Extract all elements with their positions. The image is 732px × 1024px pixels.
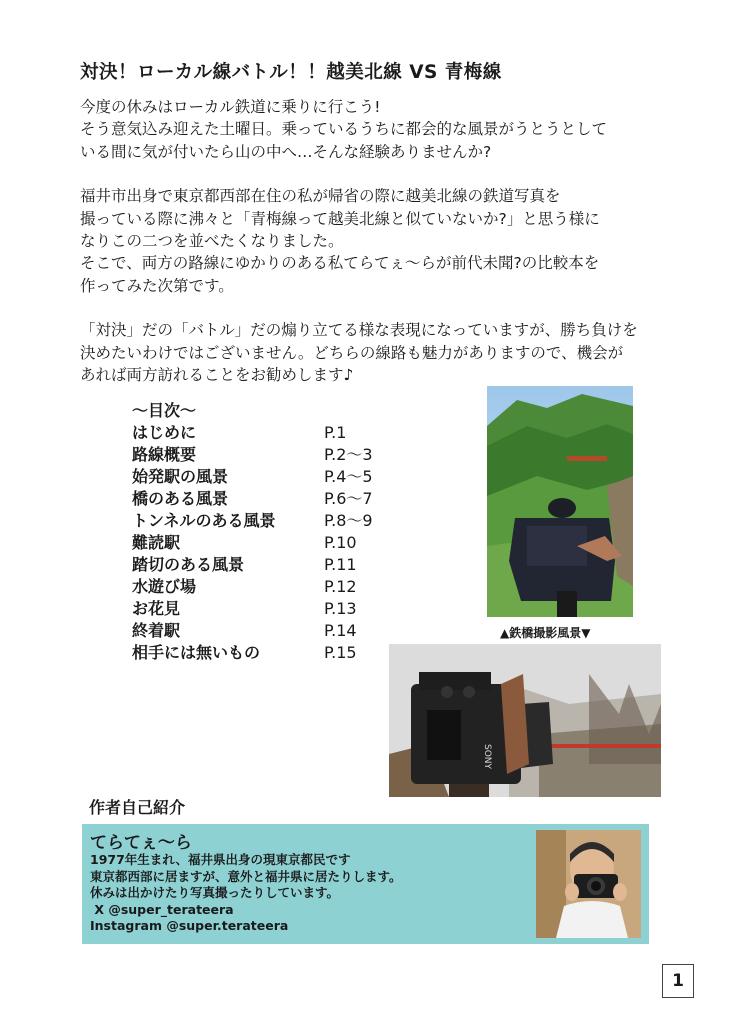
- author-bio: [90, 852, 402, 935]
- toc-item: [132, 598, 373, 620]
- toc-item-title: 路線概要: [132, 445, 197, 464]
- table-of-contents: [132, 400, 373, 664]
- toc-item-title: 相手には無いもの: [132, 643, 261, 662]
- text-line: あれば両方訪れることをお勧めします♪: [80, 366, 354, 385]
- text-line: そこで、両方の路線にゆかりのある私てらてぇ〜らが前代未聞?の比較本を: [80, 254, 600, 273]
- camera-view-photo: [389, 644, 661, 797]
- toc-item-page: P.8〜9: [324, 511, 373, 530]
- toc-item: [132, 554, 373, 576]
- author-x-handle: X @super_terateera: [90, 901, 234, 917]
- author-bio-line: 休みは出かけたり写真撮ったりしています。: [90, 885, 340, 900]
- text-line: 作ってみた次第です。: [80, 276, 234, 295]
- toc-item: [132, 532, 373, 554]
- text-line: そう意気込み迎えた土曜日。乗っているうちに都会的な風景がうとうとして: [80, 120, 608, 139]
- camera-brand-label: SONY: [482, 744, 492, 770]
- text-line: 撮っている際に沸々と「青梅線って越美北線と似ていないか?」と思う様に: [80, 209, 600, 228]
- author-profile-box: [82, 824, 649, 944]
- toc-item-title: 橋のある風景: [132, 489, 229, 508]
- toc-item: [132, 422, 373, 444]
- toc-item-page: P.10: [324, 533, 357, 552]
- toc-item: [132, 444, 373, 466]
- toc-item-title: 水遊び場: [132, 577, 197, 596]
- toc-item-page: P.11: [324, 555, 357, 574]
- toc-item-title: 難読駅: [132, 533, 181, 552]
- toc-item-page: P.13: [324, 599, 357, 618]
- toc-heading: 〜目次〜: [132, 401, 197, 420]
- toc-item-page: P.1: [324, 423, 347, 442]
- text-line: 今度の休みはローカル鉄道に乗りに行こう!: [80, 98, 381, 116]
- toc-item-page: P.12: [324, 577, 357, 596]
- toc-item-page: P.14: [324, 621, 357, 640]
- text-line: 決めたいわけではございません。どちらの線路も魅力がありますので、機会が: [80, 343, 624, 362]
- toc-item-page: P.4〜5: [324, 467, 373, 486]
- toc-item: [132, 576, 373, 598]
- toc-item-title: お花見: [132, 599, 181, 618]
- toc-item-page: P.2〜3: [324, 445, 373, 464]
- toc-item: [132, 466, 373, 488]
- toc-item: [132, 642, 373, 664]
- toc-item-page: P.6〜7: [324, 489, 373, 508]
- intro-text: [80, 96, 700, 408]
- toc-item: [132, 510, 373, 532]
- text-line: 福井市出身で東京都西部在住の私が帰省の際に越美北線の鉄道写真を: [80, 187, 561, 206]
- page-title: 対決！ローカル線バトル！！越美北線 VS 青梅線: [80, 62, 502, 83]
- toc-item-title: 終着駅: [132, 621, 181, 640]
- author-avatar: [536, 830, 641, 938]
- text-line: 「対決」だの「バトル」だの煽り立てる様な表現になっていますが、勝ち負けを: [80, 321, 638, 340]
- page-number: 1: [662, 964, 694, 998]
- bridge-shooting-photo: [487, 386, 633, 617]
- author-heading: 作者自己紹介: [89, 798, 186, 817]
- toc-item: [132, 488, 373, 510]
- intro-paragraph-3: [80, 319, 700, 386]
- text-line: なりこの二つを並べたくなりました。: [80, 232, 344, 251]
- toc-item-title: はじめに: [132, 423, 197, 442]
- text-line: いる間に気が付いたら山の中へ…そんな経験ありませんか?: [80, 142, 492, 161]
- photo-caption: ▲鉄橋撮影風景▼: [500, 626, 591, 640]
- author-bio-line: 東京都西部に居ますが、意外と福井県に居たりします。: [90, 868, 402, 884]
- intro-paragraph-2: [80, 185, 700, 297]
- author-bio-line: 1977年生まれ、福井県出身の現東京都民です: [90, 852, 351, 867]
- author-name: てらてぇ〜ら: [90, 833, 192, 853]
- toc-item-title: 始発駅の風景: [132, 467, 229, 486]
- toc-item-title: トンネルのある風景: [132, 511, 276, 530]
- toc-item: [132, 620, 373, 642]
- intro-paragraph-1: [80, 96, 700, 163]
- toc-item-page: P.15: [324, 643, 357, 662]
- author-instagram-handle: Instagram @super.terateera: [90, 918, 289, 933]
- toc-item-title: 踏切のある風景: [132, 555, 245, 574]
